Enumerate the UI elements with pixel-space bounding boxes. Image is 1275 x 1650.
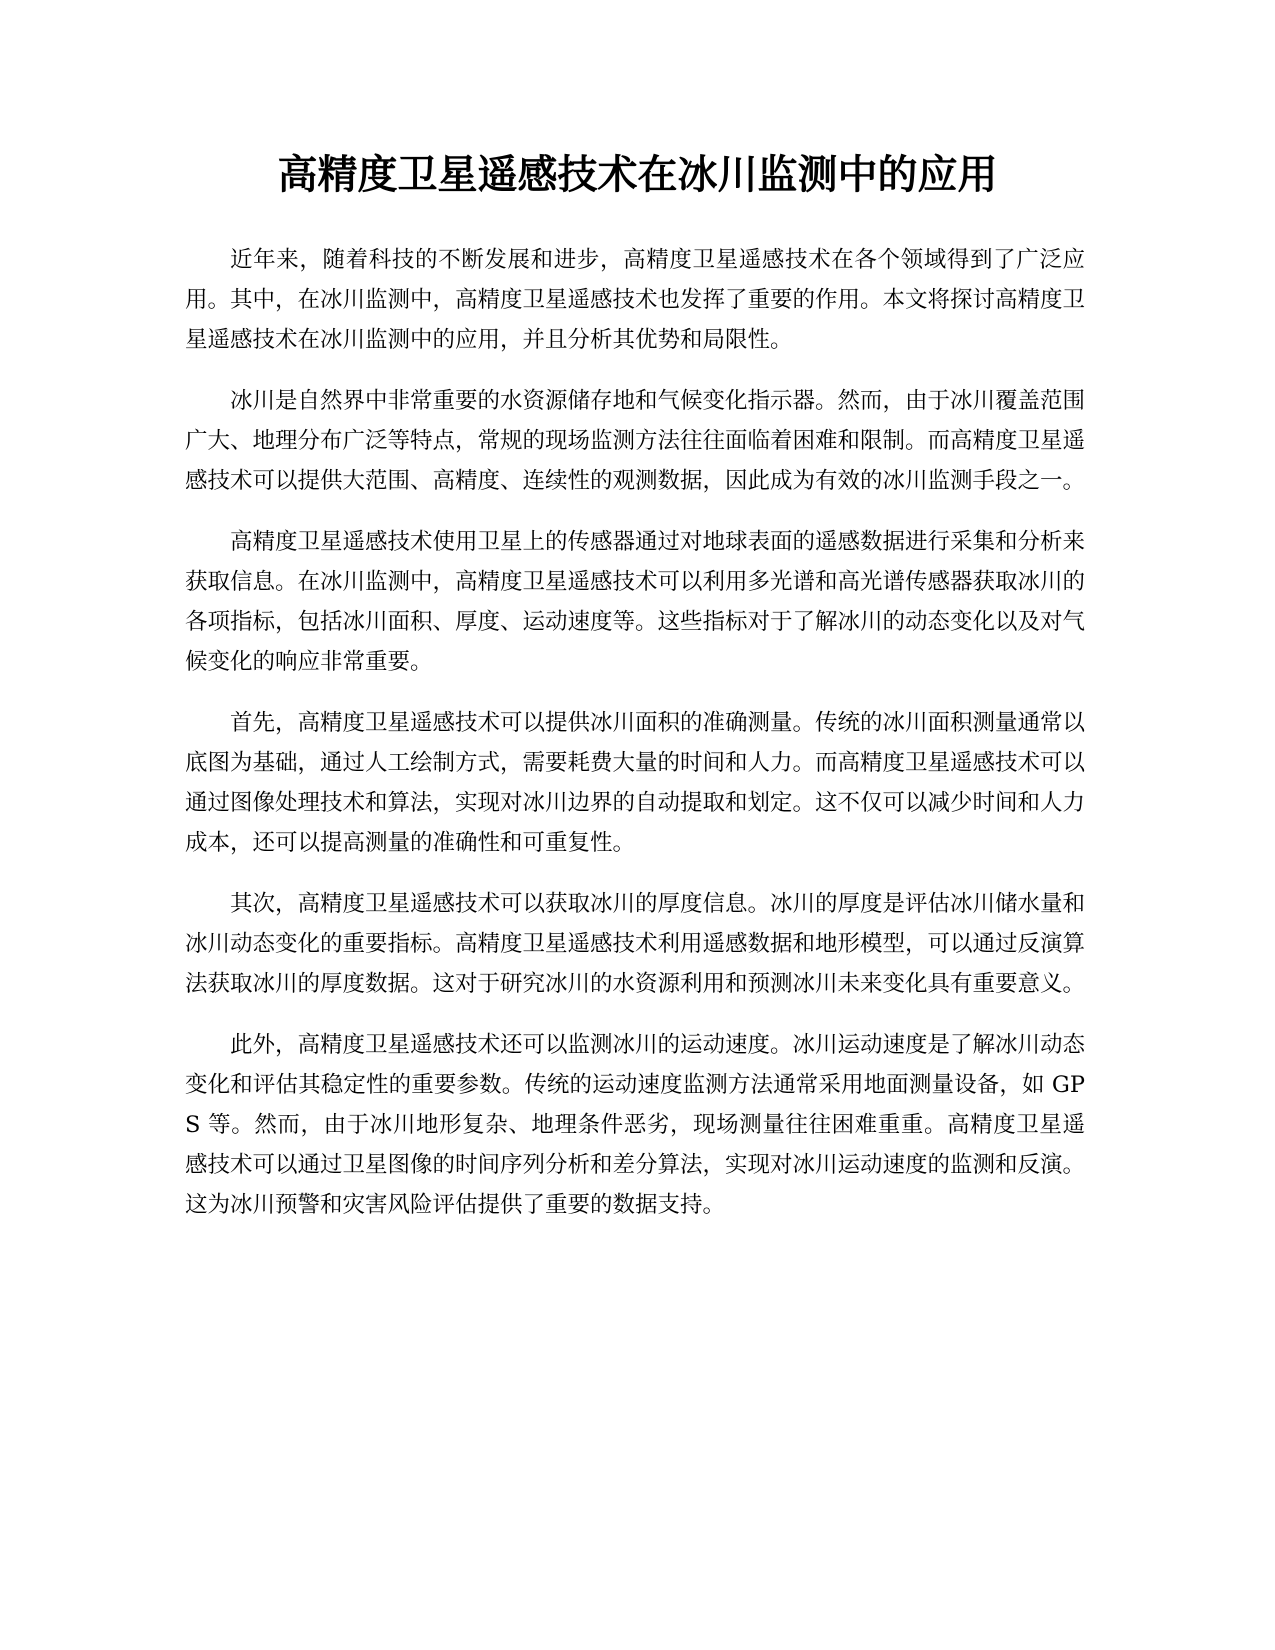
paragraph-intro: 近年来，随着科技的不断发展和进步，高精度卫星遥感技术在各个领域得到了广泛应用。其中，在冰川监测中，高精度卫星遥感技术也发挥了重要的作用。本文将探讨高精度卫星遥感技术在冰川监测中的应用，并且分析其优势和局限性。	[185, 247, 1086, 353]
paragraph-area-measurement: 首先，高精度卫星遥感技术可以提供冰川面积的准确测量。传统的冰川面积测量通常以底图为基础，通过人工绘制方式，需要耗费大量的时间和人力。而高精度卫星遥感技术可以通过图像处理技术和算法，实现对冰川边界的自动提取和划定。这不仅可以减少时间和人力成本，还可以提高测量的准确性和可重复性。	[185, 710, 1086, 856]
document-title: 高精度卫星遥感技术在冰川监测中的应用	[277, 152, 998, 198]
paragraph-thickness: 其次，高精度卫星遥感技术可以获取冰川的厚度信息。冰川的厚度是评估冰川储水量和冰川动态变化的重要指标。高精度卫星遥感技术利用遥感数据和地形模型，可以通过反演算法获取冰川的厚度数据。这对于研究冰川的水资源利用和预测冰川未来变化具有重要意义。	[185, 891, 1086, 997]
document-body	[185, 240, 1085, 1246]
paragraph-remote-sensing-method: 高精度卫星遥感技术使用卫星上的传感器通过对地球表面的遥感数据进行采集和分析来获取信息。在冰川监测中，高精度卫星遥感技术可以利用多光谱和高光谱传感器获取冰川的各项指标，包括冰川面积、厚度、运动速度等。这些指标对于了解冰川的动态变化以及对气候变化的响应非常重要。	[185, 529, 1086, 675]
paragraph-velocity: 此外，高精度卫星遥感技术还可以监测冰川的运动速度。冰川运动速度是了解冰川动态变化和评估其稳定性的重要参数。传统的运动速度监测方法通常采用地面测量设备，如 GPS 等。然而，由于冰川地形复杂、地理条件恶劣，现场测量往往困难重重。高精度卫星遥感技术可以通过卫星图像的时间序列分析和差分算法，实现对冰川运动速度的监测和反演。这为冰川预警和灾害风险评估提供了重要的数据支持。	[185, 1032, 1086, 1218]
paragraph-glacier-importance: 冰川是自然界中非常重要的水资源储存地和气候变化指示器。然而，由于冰川覆盖范围广大、地理分布广泛等特点，常规的现场监测方法往往面临着困难和限制。而高精度卫星遥感技术可以提供大范围、高精度、连续性的观测数据，因此成为有效的冰川监测手段之一。	[185, 388, 1086, 494]
